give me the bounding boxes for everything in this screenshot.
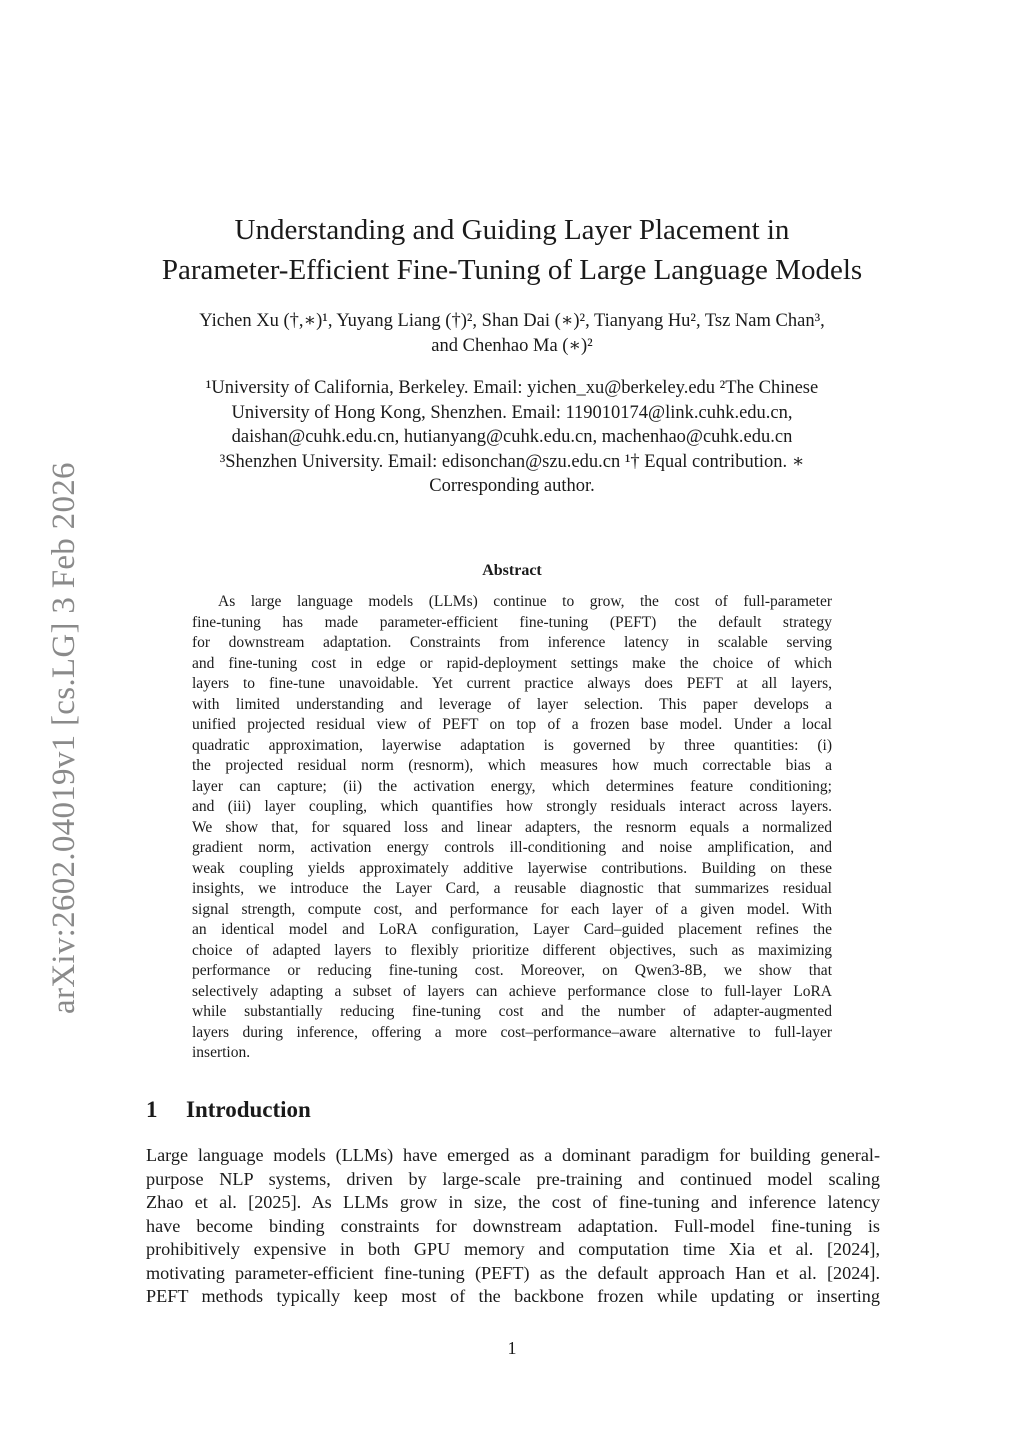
abstract-line: As large language models (LLMs) continue to grow, the cost of full-parameter [218, 593, 832, 610]
page-number: 1 [507, 1338, 517, 1358]
abstract-line: performance or reducing fine-tuning cost. Moreover, on Qwen3-8B, we show that [192, 962, 832, 979]
intro-line: prohibitively expensive in both GPU memory and computation time Xia et al. [2024], [146, 1239, 880, 1259]
affiliation-line: University of Hong Kong, Shenzhen. Email: 119010174@link.cuhk.edu.cn, [231, 402, 793, 423]
abstract-line: gradient norm, activation energy controls ill-conditioning and noise amplification, and [192, 839, 832, 856]
abstract-line: insights, we introduce the Layer Card, a reusable diagnostic that summarizes residual [192, 880, 832, 897]
affiliation-line: ¹University of California, Berkeley. Email: yichen_xu@berkeley.edu ²The Chinese [205, 378, 819, 398]
title-line: Parameter-Efficient Fine-Tuning of Large Language Models [161, 254, 863, 286]
abstract-line: quadratic approximation, layerwise adaptation is governed by three quantities: (i) [192, 736, 832, 754]
arxiv-identifier: arXiv:2602.04019v1 [cs.LG] 3 Feb 2026 [46, 462, 82, 1014]
section-number: 1 [146, 1097, 158, 1122]
intro-line: motivating parameter-efficient fine-tuning (PEFT) as the default approach Han et al. [2024]. [146, 1262, 880, 1283]
abstract-line: while substantially reducing fine-tuning cost and the number of adapter-augmented [192, 1003, 832, 1020]
section-heading [146, 1097, 311, 1123]
abstract-line: and (iii) layer coupling, which quantifies how strongly residuals interact across layers. [192, 798, 832, 815]
author-line: and Chenhao Ma (∗)² [431, 336, 593, 356]
abstract-line: insertion. [192, 1044, 251, 1061]
introduction-body [146, 1144, 880, 1309]
section-title: Introduction [186, 1097, 311, 1122]
title-line: Understanding and Guiding Layer Placement in [234, 214, 790, 246]
abstract-line: choice of adapted layers to flexibly prioritize different objectives, such as maximizing [192, 941, 832, 959]
affiliation-line: ³Shenzhen University. Email: edisonchan@szu.edu.cn ¹† Equal contribution. ∗ [219, 451, 805, 472]
paper-title [140, 210, 884, 290]
intro-line: purpose NLP systems, driven by large-scale pre-training and continued model scaling [146, 1168, 880, 1189]
intro-line: PEFT methods typically keep most of the backbone frozen while updating or inserting [146, 1286, 880, 1306]
intro-line: Zhao et al. [2025]. As LLMs grow in size, the cost of fine-tuning and inference latency [146, 1192, 880, 1212]
abstract-line: with limited understanding and leverage of layer selection. This paper develops a [192, 695, 832, 713]
abstract-line: layer can capture; (ii) the activation energy, which determines feature conditioning; [192, 777, 832, 795]
author-line: Yichen Xu (†,∗)¹, Yuyang Liang (†)², Shan Dai (∗)², Tianyang Hu², Tsz Nam Chan³, [199, 311, 825, 331]
affiliation-line: daishan@cuhk.edu.cn, hutianyang@cuhk.edu.cn, machenhao@cuhk.edu.cn [231, 427, 793, 447]
abstract-body [192, 592, 832, 1064]
abstract-line: weak coupling yields approximately additive layerwise contributions. Building on these [192, 859, 832, 877]
abstract-line: and fine-tuning cost in edge or rapid-deployment settings make the choice of which [192, 654, 832, 672]
intro-line: Large language models (LLMs) have emerged as a dominant paradigm for building general- [146, 1145, 880, 1165]
abstract-line: We show that, for squared loss and linear adapters, the resnorm equals a normalized [192, 818, 832, 836]
affiliation-line: Corresponding author. [429, 476, 595, 496]
abstract-line: signal strength, compute cost, and performance for each layer of a given model. With [192, 900, 832, 918]
abstract-line: layers during inference, offering a more cost–performance–aware alternative to full-layer [192, 1023, 832, 1041]
abstract-line: unified projected residual view of PEFT on top of a frozen base model. Under a local [192, 716, 832, 733]
author-list [130, 309, 894, 359]
abstract-line: an identical model and LoRA configuration, Layer Card–guided placement refines the [192, 921, 832, 938]
abstract-line: selectively adapting a subset of layers can achieve performance close to full-layer LoRA [192, 982, 832, 1000]
abstract-heading: Abstract [482, 562, 542, 579]
abstract-line: fine-tuning has made parameter-efficient fine-tuning (PEFT) the default strategy [192, 613, 832, 631]
abstract-line: for downstream adaptation. Constraints from inference latency in scalable serving [192, 634, 832, 651]
affiliation-list [130, 376, 894, 499]
abstract-line: the projected residual norm (resnorm), which measures how much correctable bias a [192, 757, 832, 774]
intro-line: have become binding constraints for downstream adaptation. Full-model fine-tuning is [146, 1215, 880, 1236]
abstract-line: layers to fine-tune unavoidable. Yet current practice always does PEFT at all layers, [192, 675, 832, 692]
